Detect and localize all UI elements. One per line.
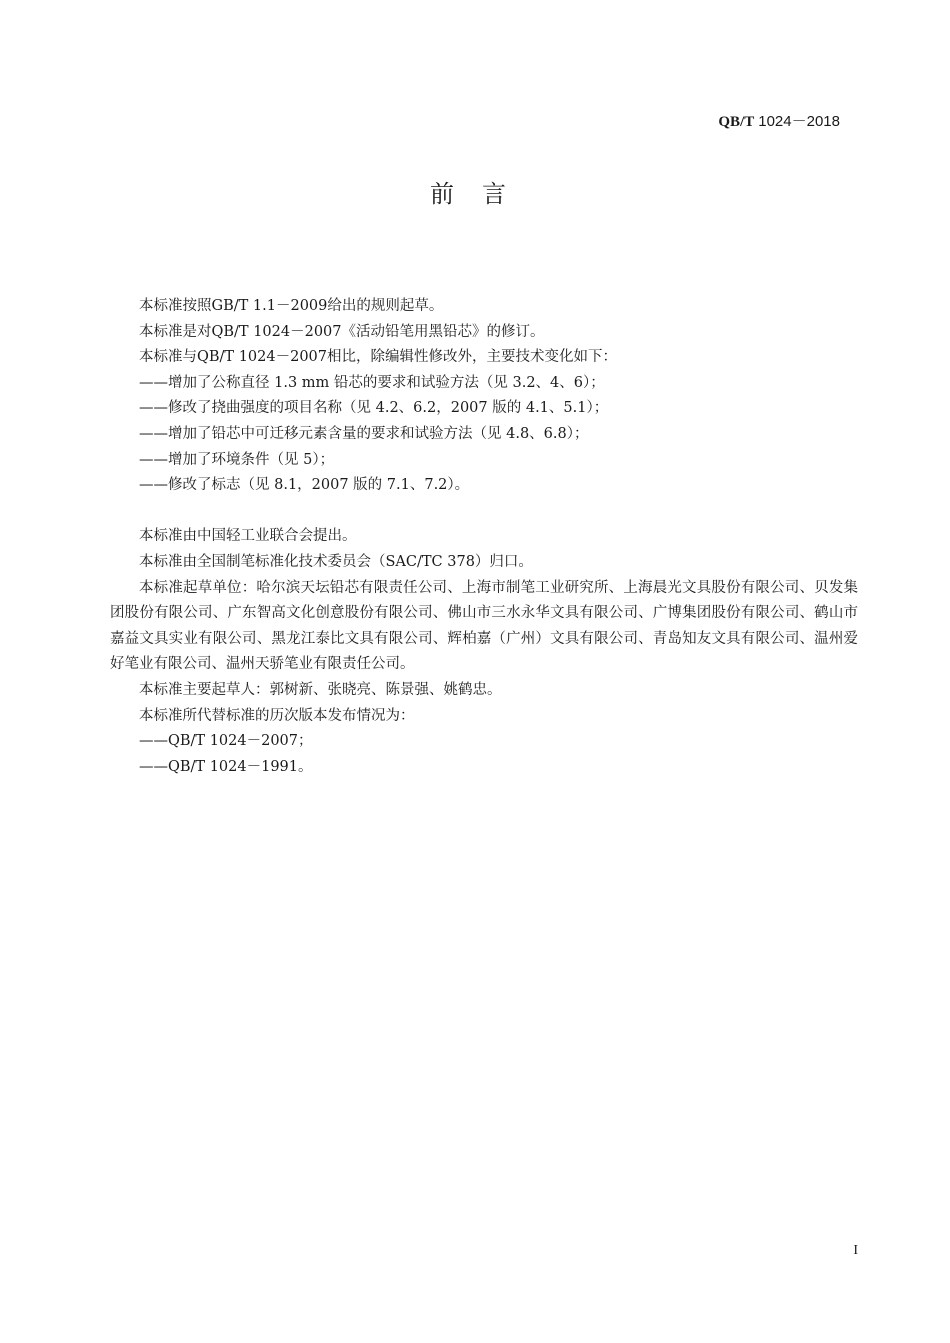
standard-code (718, 110, 840, 131)
paragraph-revision: 本标准是对QB/T 1024－2007《活动铅笔用黑铅芯》的修订。 (139, 323, 545, 340)
standard-code-number: 1024－2018 (758, 113, 840, 130)
foreword-body (110, 294, 858, 780)
paragraph-drafting-units: 本标准起草单位：哈尔滨天坛铅芯有限责任公司、上海市制笔工业研究所、上海晨光文具股份有限公司、贝发集团股份有限公司、广东智高文化创意股份有限公司、佛山市三水永华文具有限公司、广博集团股份有限公司、鹤山市嘉益文具实业有限公司、黑龙江泰比文具有限公司、辉柏嘉（广州）文具有限公司、青岛知友文具有限公司、温州爱好笔业有限公司、温州天骄笔业有限责任公司。 (110, 579, 858, 673)
paragraph-proposed-by: 本标准由中国轻工业联合会提出。 (139, 528, 357, 545)
paragraph-history-intro: 本标准所代替标准的历次版本发布情况为： (139, 707, 415, 724)
page-number: I (853, 1243, 858, 1258)
change-item: ——增加了环境条件（见 5）； (139, 451, 335, 468)
paragraph-changes-intro: 本标准与QB/T 1024－2007相比，除编辑性修改外，主要技术变化如下： (139, 349, 618, 366)
paragraph-drafting-rules: 本标准按照GB/T 1.1－2009给出的规则起草。 (139, 298, 444, 314)
change-item: ——增加了铅芯中可迁移元素含量的要求和试验方法（见 4.8、6.8）； (139, 425, 589, 442)
history-item: ——QB/T 1024－1991。 (139, 758, 313, 775)
history-item: ——QB/T 1024－2007； (139, 733, 313, 750)
page-title: 前言 (430, 180, 534, 208)
paragraph-main-drafters: 本标准主要起草人：郭树新、张晓亮、陈景强、姚鹤忠。 (139, 681, 502, 698)
paragraph-managed-by: 本标准由全国制笔标准化技术委员会（SAC/TC 378）归口。 (139, 553, 533, 570)
standard-code-prefix: QB/T (718, 114, 755, 130)
change-item: ——修改了挠曲强度的项目名称（见 4.2、6.2，2007 版的 4.1、5.1）； (139, 400, 609, 417)
paragraph-spacer (110, 499, 858, 525)
change-item: ——修改了标志（见 8.1，2007 版的 7.1、7.2）。 (139, 477, 470, 494)
change-item: ——增加了公称直径 1.3 mm 铅芯的要求和试验方法（见 3.2、4、6）； (139, 374, 605, 391)
